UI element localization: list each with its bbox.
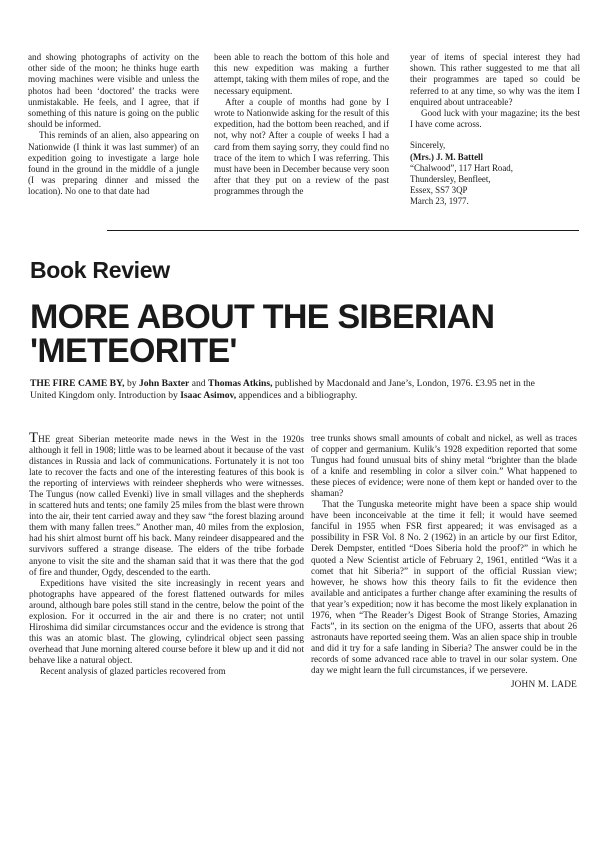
article-paragraph bbox=[29, 430, 304, 578]
article-column-1 bbox=[29, 430, 304, 677]
signoff-address: “Chalwood”, 117 Hart Road, bbox=[410, 162, 513, 173]
bib-text: by bbox=[124, 378, 139, 389]
reader-letter bbox=[0, 0, 600, 228]
signoff-address: Thundersley, Benfleet, bbox=[410, 174, 491, 185]
letter-paragraph: been able to reach the bottom of this hole and this new expedition was making a further attempt, taking with them miles of rope, and the necessary equipment. bbox=[214, 52, 389, 96]
article-author: JOHN M. LADE bbox=[510, 680, 577, 691]
letter-paragraph: This reminds of an alien, also appearing on Nationwide (I think it was last summer) of an expedition going to investigate a large hole found in the ground in the middle of a jungle (I was preparing dinner and missed the location). No one to that date had bbox=[28, 130, 199, 197]
drop-cap: T bbox=[29, 430, 39, 446]
letter-column-3 bbox=[410, 52, 580, 208]
title-line: MORE ABOUT THE SIBERIAN bbox=[30, 298, 495, 336]
bib-text: and bbox=[189, 378, 208, 389]
article-title bbox=[30, 300, 590, 368]
title-line: 'METEORITE' bbox=[30, 332, 237, 370]
book-author: Thomas Atkins, bbox=[207, 378, 273, 389]
article-paragraph: Recent analysis of glazed particles recovered from bbox=[40, 665, 226, 676]
article-paragraph: That the Tunguska meteorite might have been a space ship would have been inconceivable at the time it fell; it would have seemed fanciful in 1955 when FSR first appeared; it was envisaged as a possibility in FSR Vol. 8 No. 2 (1962) in an article by our first Editor, Derek Dempster, entitled “Does Siberia hold the proof?” in which he quoted a New Scientist article of February 2, 1961, entitled “Was it a comet that hit Siberia?” in support of the official Russian view; however, he shows how this theory fails to fit the evidence then available and anticipates a further change after examining the results of that year’s expedition; now it has become the most likely explanation in 1976, when “The Reader’s Digest Book of Strange Stories, Amazing Facts”, in its section on the enigma of the UFO, asserts that about 26 astronauts have reported seeing them. Was an alien space ship in trouble and did it try for a safe landing in Siberia? The answer could be in the records of some advanced race able to travel in our solar system. One day we might learn the full circumstances, if we persevere. bbox=[311, 499, 577, 675]
section-heading: Book Review bbox=[30, 257, 170, 283]
book-details bbox=[30, 378, 560, 402]
letter-paragraph: and showing photographs of activity on the other side of the moon; he thinks huge earth moving machines were visible and unless the photos had been ‘doctored’ the tracks were unmistakable. He feels, and I agree, that if something of this nature is going on the public should be informed. bbox=[28, 52, 199, 130]
signoff-name: (Mrs.) J. M. Battell bbox=[410, 151, 483, 162]
letter-signoff bbox=[410, 140, 580, 207]
bib-text: published by Macdonald and Jane’s, London, 1976. £3.95 net in the United Kingdom only. Introduction by bbox=[30, 378, 535, 401]
article-paragraph: Expeditions have visited the site increasingly in recent years and photographs have appeared of the forest flattened outwards for miles around, although bare poles still stand in the centre, below the point of the explosion. For it occurred in the air and there is no crater; not until Hiroshima did similar circumstances occur and the evidence is strong that this was an atomic blast. The glowing, cylindrical object seen passing overhead that June morning altered course before it blew up and it did not behave like a natural object. bbox=[29, 577, 304, 665]
letter-column-2 bbox=[214, 52, 389, 198]
article-column-2 bbox=[311, 433, 577, 691]
book-title: THE FIRE CAME BY, bbox=[30, 378, 125, 389]
paragraph-text: HE great Siberian meteorite made news in the West in the 1920s although it fell in 1908; little was to be learned about it because of the vast distances in Russia and lack of communications. Fortunately it is not too late to recover the facts and one of the interesting features of this book is the reporting of interviews with reindeer shepherds who were witnesses. The Tungus (now called Evenki) live in small villages and the shepherds in scattered huts and tents; one family 25 miles from the blast were thrown into the air, their tent carried away and they saw “the forest blazing around them with many fallen trees.” Another man, 40 miles from the explosion, had his shirt almost burnt off his back. Many reindeer disappeared and the survivors suffered a strange disease. The elders of the tribe forbade anyone to visit the site and the shaman said that it was there that the god of fire and thunder, Ogdy, descended to the earth. bbox=[29, 434, 304, 577]
letter-column-1 bbox=[28, 52, 199, 198]
letter-paragraph: Good luck with your magazine; its the best I have come across. bbox=[410, 108, 580, 130]
signoff-date: March 23, 1977. bbox=[410, 196, 469, 207]
article-paragraph: tree trunks shows small amounts of cobalt and nickel, as well as traces of copper and germanium. Kulik’s 1928 expedition reported that some Tungus had found unusual bits of shiny metal “brighter than the blade of a knife and resembling in color a silver coin.” What happened to these pieces of evidence; were none of them kept or handed over to the shaman? bbox=[311, 433, 577, 499]
section-divider bbox=[107, 230, 579, 231]
bib-text: appendices and a bibliography. bbox=[236, 389, 358, 401]
letter-paragraph: After a couple of months had gone by I wrote to Nationwide asking for the result of this expedition, had the bottom been reached, and if not, why not? After a couple of weeks I had a card from them saying sorry, they could find no trace of the item to which I was referring. This must have been in December because very soon after that they put on a review of the past programmes through the bbox=[214, 96, 389, 197]
intro-author: Isaac Asimov, bbox=[180, 389, 237, 401]
letter-paragraph: year of items of special interest they had shown. This rather suggested to me that all their programmes are taped so could be referred to at any time, so why was the item I enquired about untraceable? bbox=[410, 52, 580, 107]
signoff-closing: Sincerely, bbox=[410, 140, 446, 151]
book-author: John Baxter bbox=[138, 378, 190, 389]
signoff-address: Essex, SS7 3QP bbox=[410, 185, 468, 196]
